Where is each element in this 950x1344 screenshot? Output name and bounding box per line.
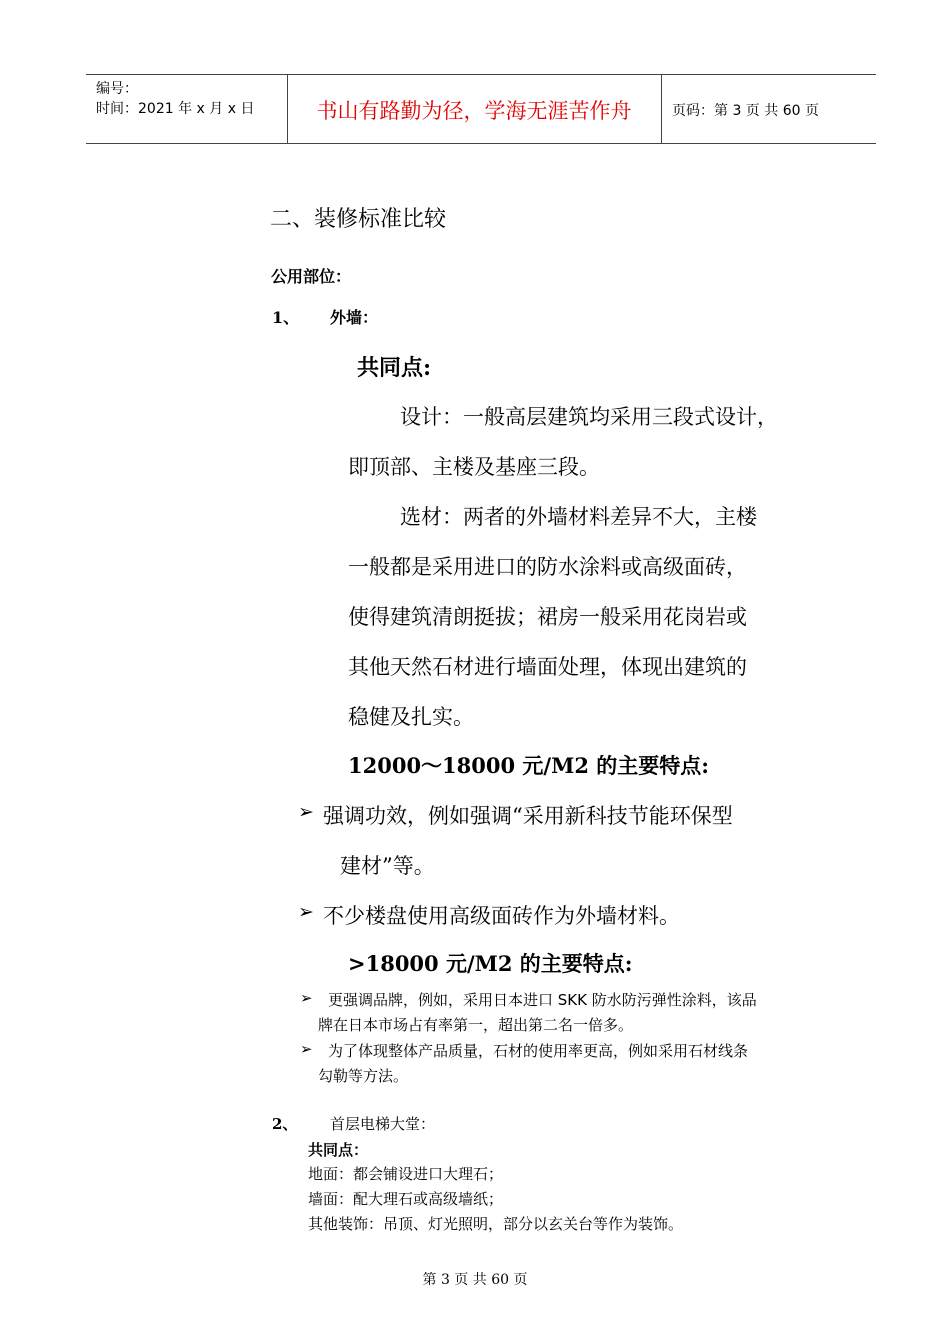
item2-line-2: 墙面：配大理石或高级墙纸；	[308, 1190, 504, 1208]
bullet-arrow-icon: ➢	[298, 801, 314, 823]
bullet-arrow-icon: ➢	[300, 989, 313, 1007]
page-header	[86, 74, 876, 144]
material-line-4: 其他天然石材进行墙面处理，体现出建筑的	[348, 655, 747, 679]
tier2-bullet1-line1: 更强调品牌，例如，采用日本进口 SKK 防水防污弹性涂料，该品	[328, 991, 757, 1009]
material-line-2: 一般都是采用进口的防水涂料或高级面砖，	[348, 555, 747, 579]
material-line-1: 选材：两者的外墙材料差异不大，主楼	[400, 505, 757, 529]
header-motto: 书山有路勤为径，学海无涯苦作舟	[316, 99, 632, 123]
tier2-bullet1-line2: 牌在日本市场占有率第一，超出第二名一倍多。	[318, 1016, 634, 1034]
material-line-5: 稳健及扎实。	[348, 705, 474, 729]
item2-line-3: 其他装饰：吊顶、灯光照明，部分以玄关台等作为装饰。	[308, 1215, 684, 1233]
header-divider-right	[661, 75, 662, 143]
item2-line-1: 地面：都会铺设进口大理石；	[308, 1165, 504, 1183]
item1-common-heading: 共同点:	[357, 355, 432, 381]
tier1-bullet1-line2: 建材”等。	[340, 854, 435, 878]
header-meta	[96, 79, 254, 119]
design-line-2: 即顶部、主楼及基座三段。	[348, 455, 600, 479]
header-page-label: 页码：第 3 页 共 60 页	[672, 103, 819, 119]
tier1-bullet2-line1: 不少楼盘使用高级面砖作为外墙材料。	[323, 904, 680, 928]
item2-number: 2、	[272, 1115, 298, 1133]
item1-number: 1、	[272, 308, 300, 327]
tier2-bullet2-line1: 为了体现整体产品质量，石材的使用率更高，例如采用石材线条	[328, 1042, 749, 1060]
bullet-arrow-icon: ➢	[298, 901, 314, 923]
section-title: 二、装修标准比较	[270, 207, 447, 232]
public-area-label: 公用部位：	[271, 267, 352, 286]
tier2-heading: >18000 元/M2 的主要特点:	[348, 951, 633, 976]
item2-common-heading: 共同点：	[308, 1141, 369, 1159]
bullet-arrow-icon: ➢	[300, 1040, 313, 1058]
page-footer: 第 3 页 共 60 页	[422, 1272, 528, 1288]
design-line-1: 设计：一般高层建筑均采用三段式设计，	[400, 405, 778, 429]
tier1-bullet1-line1: 强调功效，例如强调“采用新科技节能环保型	[323, 804, 733, 828]
item2-label: 首层电梯大堂：	[330, 1115, 436, 1133]
item1-label: 外墙：	[330, 308, 379, 327]
time-label: 时间：2021 年 x 月 x 日	[96, 101, 255, 117]
tier1-heading: 12000～18000 元/M2 的主要特点:	[348, 753, 710, 778]
material-line-3: 使得建筑清朗挺拔；裙房一般采用花岗岩或	[348, 605, 747, 629]
tier2-bullet2-line2: 勾勒等方法。	[318, 1067, 409, 1085]
number-label: 编号：	[96, 81, 138, 97]
